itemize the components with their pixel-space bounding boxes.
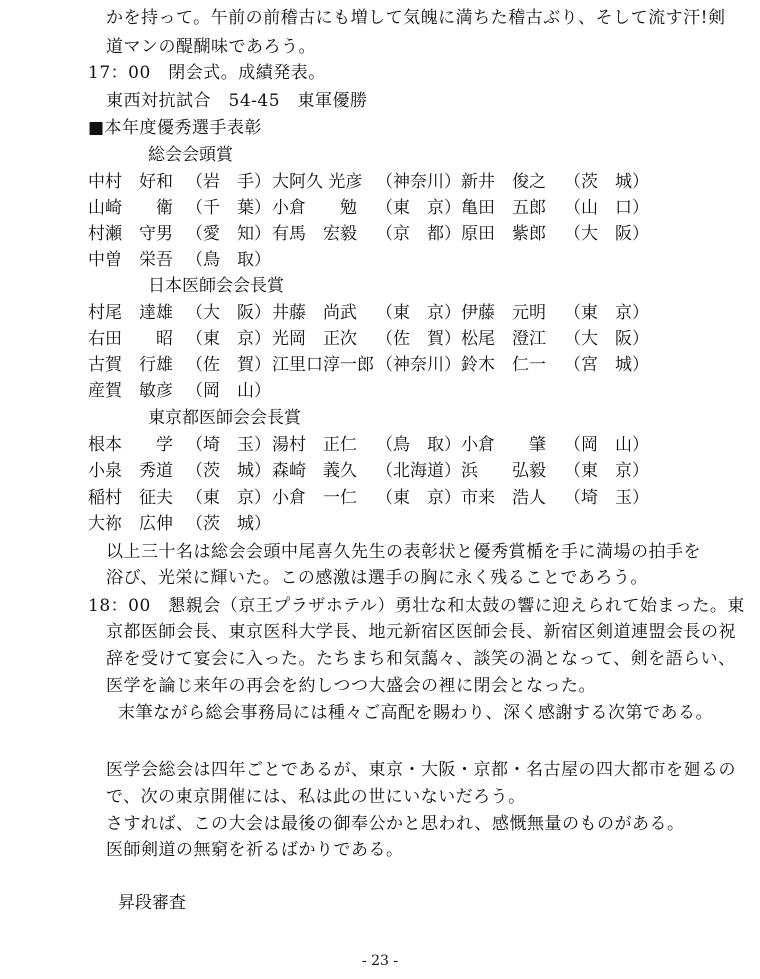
winner-prefecture: （大 阪） — [564, 224, 649, 244]
winner-prefecture: （佐 賀） — [186, 355, 271, 375]
winner-prefecture: （京 都） — [376, 224, 461, 244]
awards-heading: ■本年度優秀選手表彰 — [88, 118, 263, 138]
reception-line: 18：00 懇親会（京王プラザホテル）勇壮な和太鼓の響に迎えられて始まった。東 — [88, 596, 745, 616]
winner-name: 古賀 行雄 — [88, 355, 173, 375]
winner-name: 根本 学 — [88, 435, 173, 455]
text-line: 道マンの醍醐味であろう。 — [106, 37, 316, 57]
winner-name: 江里口淳一郎 — [272, 355, 374, 375]
award-row — [88, 487, 648, 509]
text-line: 医学を論じ来年の再会を約しつつ大盛会の裡に閉会となった。 — [106, 676, 596, 696]
winner-name: 稲村 征夫 — [88, 488, 173, 508]
winner-prefecture: （神奈川） — [376, 172, 461, 192]
award-title: 東京都医師会会長賞 — [148, 408, 301, 428]
award-title: 日本医師会会長賞 — [148, 276, 284, 296]
winner-name: 小倉 一仁 — [272, 488, 357, 508]
winner-name: 原田 紫郎 — [461, 224, 546, 244]
winner-prefecture: （東 京） — [186, 329, 271, 349]
winner-prefecture: （東 京） — [564, 461, 649, 481]
award-row — [88, 197, 648, 219]
winner-name: 大祢 広伸 — [88, 514, 173, 534]
winner-name: 亀田 五郎 — [461, 198, 546, 218]
winner-name: 井藤 尚武 — [272, 303, 357, 323]
text-line: 医師剣道の無窮を祈るばかりである。 — [106, 840, 404, 860]
winner-prefecture: （岡 山） — [564, 435, 649, 455]
award-row — [88, 302, 648, 324]
winner-name: 村瀬 守男 — [88, 224, 173, 244]
winner-name: 鈴木 仁一 — [461, 355, 546, 375]
winner-prefecture: （大 阪） — [564, 329, 649, 349]
winner-prefecture: （千 葉） — [186, 198, 271, 218]
award-row — [88, 171, 648, 193]
east-west-result-line: 東西対抗試合 54-45 東軍優勝 — [106, 91, 368, 111]
award-row — [88, 513, 648, 535]
winner-prefecture: （鳥 取） — [186, 250, 271, 270]
winner-prefecture: （茨 城） — [564, 172, 649, 192]
winner-name: 中曽 栄吾 — [88, 250, 173, 270]
winner-name: 小倉 肇 — [461, 435, 546, 455]
winner-prefecture: （佐 賀） — [376, 329, 461, 349]
winner-name: 山崎 衛 — [88, 198, 173, 218]
winner-prefecture: （東 京） — [376, 198, 461, 218]
text-line: 以上三十名は総会会頭中尾喜久先生の表彰状と優秀賞楯を手に満場の拍手を — [106, 542, 701, 562]
winner-prefecture: （茨 城） — [186, 461, 271, 481]
winner-name: 大阿久 光彦 — [272, 172, 363, 192]
winner-name: 有馬 宏毅 — [272, 224, 357, 244]
winner-prefecture: （茨 城） — [186, 514, 271, 534]
award-title: 総会会頭賞 — [148, 145, 233, 165]
winner-prefecture: （岡 山） — [186, 381, 271, 401]
winner-prefecture: （埼 玉） — [186, 435, 271, 455]
winner-name: 伊藤 元明 — [461, 303, 546, 323]
winner-prefecture: （埼 玉） — [564, 488, 649, 508]
winner-name: 小泉 秀道 — [88, 461, 173, 481]
winner-name: 光岡 正次 — [272, 329, 357, 349]
award-row — [88, 249, 648, 271]
award-row — [88, 380, 648, 402]
text-line: 末筆ながら総会事務局には種々ご高配を賜わり、深く感謝する次第である。 — [118, 703, 713, 723]
winner-prefecture: （東 京） — [376, 303, 461, 323]
winner-name: 森崎 義久 — [272, 461, 357, 481]
award-row — [88, 223, 648, 245]
winner-prefecture: （東 京） — [376, 488, 461, 508]
winner-prefecture: （東 京） — [564, 303, 649, 323]
text-line: 辞を受けて宴会に入った。たちまち和気藹々、談笑の渦となって、剣を語らい、 — [106, 649, 736, 669]
winner-prefecture: （大 阪） — [186, 303, 271, 323]
winner-prefecture: （鳥 取） — [376, 435, 461, 455]
winner-prefecture: （神奈川） — [376, 355, 461, 375]
winner-prefecture: （山 口） — [564, 198, 649, 218]
winner-name: 新井 俊之 — [461, 172, 546, 192]
text-line: さすれば、この大会は最後の御奉公かと思われ、感慨無量のものがある。 — [106, 814, 685, 834]
winner-name: 右田 昭 — [88, 329, 173, 349]
text-line: 浴び、光栄に輝いた。この感激は選手の胸に永く残ることであろう。 — [106, 568, 648, 588]
closing-ceremony-line: 17：00 閉会式。成績発表。 — [88, 63, 326, 83]
winner-prefecture: （東 京） — [186, 488, 271, 508]
award-row — [88, 354, 648, 376]
winner-name: 湯村 正仁 — [272, 435, 357, 455]
winner-name: 小倉 勉 — [272, 198, 357, 218]
winner-name: 市来 浩人 — [461, 488, 546, 508]
winner-name: 産賀 敏彦 — [88, 381, 173, 401]
page-number: - 23 - — [361, 953, 399, 969]
winner-prefecture: （愛 知） — [186, 224, 271, 244]
text-line: 医学会総会は四年ごとであるが、東京・大阪・京都・名古屋の四大都市を廻るの — [106, 760, 736, 780]
winner-name: 中村 好和 — [88, 172, 173, 192]
winner-prefecture: （北海道） — [376, 461, 461, 481]
award-row — [88, 328, 648, 350]
award-row — [88, 434, 648, 456]
winner-prefecture: （岩 手） — [186, 172, 271, 192]
winner-prefecture: （宮 城） — [564, 355, 649, 375]
text-line: で、次の東京開催には、私は此の世にいないだろう。 — [106, 787, 526, 807]
winner-name: 村尾 達雄 — [88, 303, 173, 323]
text-line: かを持って。午前の前稽古にも増して気魄に満ちた稽古ぶり、そして流す汗!剣 — [106, 8, 726, 28]
award-row — [88, 460, 648, 482]
text-line: 京都医師会長、東京医科大学長、地元新宿区医師会長、新宿区剣道連盟会長の祝 — [106, 622, 736, 642]
winner-name: 浜 弘毅 — [461, 461, 546, 481]
winner-name: 松尾 澄江 — [461, 329, 546, 349]
section-heading: 昇段審査 — [118, 893, 186, 913]
